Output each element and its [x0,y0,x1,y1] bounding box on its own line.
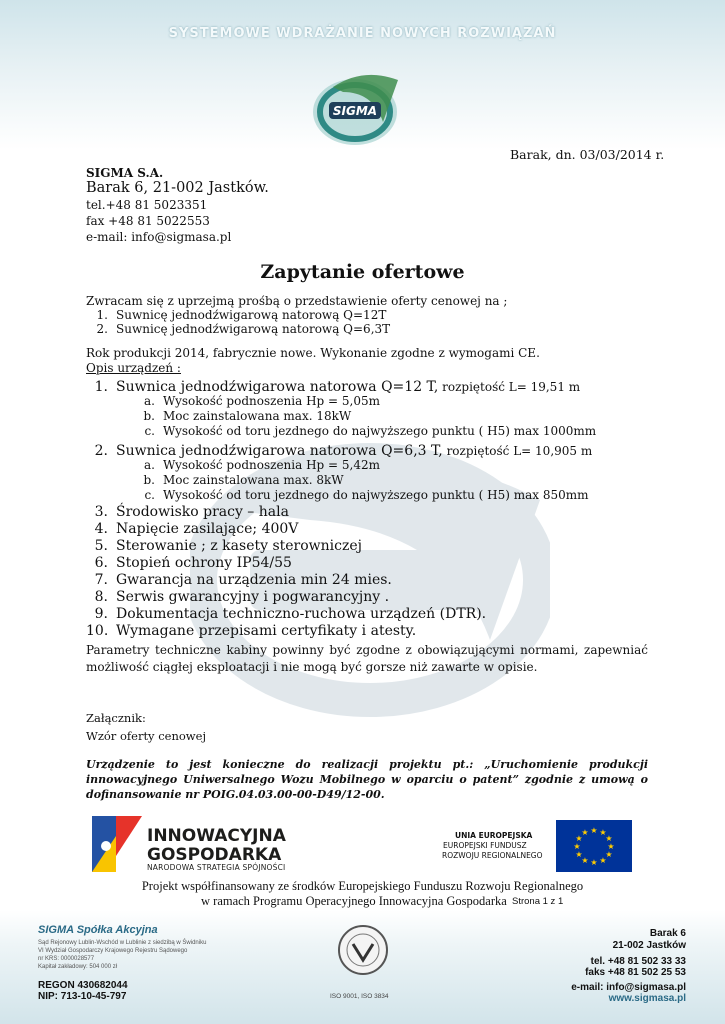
condition-text: Stopień ochrony IP54/55 [116,555,292,571]
ig-logo-line3: NARODOWA STRATEGIA SPÓJNOŚCI [147,863,286,872]
document-title: Zapytanie ofertowe [260,261,465,283]
footer-company-name: SIGMA Spółka Akcyjna [38,924,158,936]
condition-item [86,521,298,537]
footer-krs: nr KRS: 0000028577 [38,956,95,962]
company-fax: fax +48 81 5022553 [86,214,210,228]
condition-text: Napięcie zasilające; 400V [116,521,299,537]
device-spec [140,409,351,423]
condition-num: 3. [94,504,108,520]
svg-text:★: ★ [581,828,589,837]
request-item-text: Suwnicę jednodźwigarową natorową Q=12T [116,308,387,322]
footer-address-line2: 21-002 Jastków [612,940,686,951]
condition-text: Środowisko pracy – hala [116,504,289,520]
condition-item [86,606,486,622]
footer-court-line1: Sąd Rejonowy Lublin-Wschód w Lublinie z siedzibą w Świdniku [38,940,207,946]
spec-text: Wysokość podnoszenia Hp = 5,42m [163,458,381,472]
udt-cert-seal-icon [337,924,389,976]
spec-letter: c. [144,424,155,438]
ig-logo-line1: INNOWACYJNA [147,826,286,846]
svg-text:★: ★ [590,858,598,867]
device-span: rozpiętość L= 19,51 m [438,380,581,394]
footer-address-line1: Barak 6 [649,928,686,939]
svg-text:★: ★ [575,834,583,843]
condition-num: 9. [94,606,108,622]
production-note: Rok produkcji 2014, fabrycznie nowe. Wykonanie zgodne z wymogami CE. [86,346,540,360]
device-title: Suwnica jednodźwigarowa natorowa Q=12 T, [116,379,439,395]
intro-text: Zwracam się z uprzejmą prośbą o przedstawienie oferty cenowej na ; [86,294,508,308]
condition-item [86,504,289,520]
logo-text: SIGMA [332,104,378,118]
footer-court-line2: VI Wydział Gospodarczy Krajowego Rejestru Sądowego [38,948,188,954]
condition-num: 10. [86,623,109,639]
condition-item [86,538,362,554]
parameters-paragraph: Parametry techniczne kabiny powinny być zgodne z obowiązującymi normami, zapewniać możliwość ciągłej eksploatacji i nie mogą być gorsze niż zawarte w opisie. [86,643,648,674]
eu-label-line3: ROZWOJU REGIONALNEGO [442,851,543,860]
eu-label-line1: UNIA EUROPEJSKA [455,831,533,840]
condition-item [86,555,292,571]
device-spec [140,424,596,438]
device-item [86,440,592,459]
condition-text: Dokumentacja techniczno-ruchowa urządzeń (DTR). [116,606,487,622]
header-slogan: SYSTEMOWE WDRAŻANIE NOWYCH ROZWIĄZAŃ [168,26,557,41]
description-label: Opis urządzeń : [86,361,181,375]
eu-flag-icon [556,820,632,872]
footer-email: e-mail: info@sigmasa.pl [571,982,686,993]
condition-num: 5. [94,538,108,554]
device-spec [140,458,380,472]
condition-num: 7. [94,572,108,588]
project-note: Urządzenie to jest konieczne do realizacji projektu pt.: „Uruchomienie produkcji innowacyjnego Uniwersalnego Wozu Mobilnego w oparciu o patent” zgodnie z umową o dofinansowanie nr POIG.04.03.00-00-D49/12-00. [86,758,648,801]
innovative-economy-logo-icon [92,816,142,872]
svg-text:★: ★ [581,856,589,865]
document-date: Barak, dn. 03/03/2014 r. [510,147,665,162]
cofinancing-line2: w ramach Programu Operacyjnego Innowacyjna Gospodarka [201,894,507,908]
footer-nip: NIP: 713-10-45-797 [38,991,127,1002]
eu-label-line2: EUROPEJSKI FUNDUSZ [443,841,527,850]
svg-text:★: ★ [599,828,607,837]
device-item [86,376,580,395]
svg-text:★: ★ [590,826,598,835]
device-num: 1. [94,379,108,395]
sigma-logo [303,62,413,157]
svg-text:★: ★ [573,842,581,851]
condition-text: Gwarancja na urządzenia min 24 mies. [116,572,392,588]
device-title: Suwnica jednodźwigarowa natorowa Q=6,3 T, [116,443,443,459]
attachment-label: Załącznik: [86,711,146,725]
spec-text: Moc zainstalowana max. 18kW [163,409,352,423]
footer-tel: tel. +48 81 502 33 33 [590,956,686,967]
company-email: e-mail: info@sigmasa.pl [86,230,232,244]
condition-num: 6. [94,555,108,571]
request-item-text: Suwnicę jednodźwigarową natorową Q=6,3T [116,322,391,336]
request-item [86,308,386,322]
svg-text:★: ★ [599,856,607,865]
svg-text:★: ★ [575,850,583,859]
condition-item [86,623,416,639]
condition-num: 4. [94,521,108,537]
condition-text: Sterowanie ; z kasety sterowniczej [116,538,362,554]
cofinancing-line1: Projekt współfinansowany ze środków Europejskiego Funduszu Rozwoju Regionalnego [141,879,584,893]
footer-regon: REGON 430682044 [38,980,128,991]
request-item-num: 2. [96,322,108,336]
ig-logo-line2: GOSPODARKA [147,845,282,865]
spec-letter: b. [143,473,155,487]
request-item [86,322,390,336]
device-span: rozpiętość L= 10,905 m [442,444,593,458]
company-tel: tel.+48 81 5023351 [86,198,208,212]
spec-letter: b. [143,409,155,423]
page-number: Strona 1 z 1 [512,896,564,907]
condition-item [86,572,392,588]
spec-text: Wysokość od toru jezdnego do najwyższego punktu ( H5) max 1000mm [163,424,597,438]
spec-letter: a. [144,458,155,472]
device-spec [140,394,380,408]
svg-text:★: ★ [605,850,613,859]
footer-iso: ISO 9001, ISO 3834 [330,993,389,1000]
condition-text: Serwis gwarancyjny i pogwarancyjny . [116,589,390,605]
spec-text: Wysokość od toru jezdnego do najwyższego punktu ( H5) max 850mm [163,488,589,502]
request-item-num: 1. [96,308,108,322]
condition-text: Wymagane przepisami certyfikaty i atesty. [116,623,417,639]
svg-text:★: ★ [607,842,615,851]
company-address: Barak 6, 21-002 Jastków. [86,180,269,196]
device-spec [140,488,589,502]
company-name: SIGMA S.A. [86,166,164,180]
device-spec [140,473,344,487]
spec-text: Wysokość podnoszenia Hp = 5,05m [163,394,381,408]
spec-text: Moc zainstalowana max. 8kW [163,473,344,487]
svg-text:★: ★ [605,834,613,843]
condition-item [86,589,389,605]
spec-letter: a. [144,394,155,408]
footer-www: www.sigmasa.pl [608,993,686,1004]
spec-letter: c. [144,488,155,502]
footer-fax: faks +48 81 502 25 53 [585,967,686,978]
device-num: 2. [94,443,108,459]
footer-capital: Kapitał zakładowy: 504 000 zł [38,964,118,970]
condition-num: 8. [94,589,108,605]
attachment-item: Wzór oferty cenowej [86,729,207,743]
